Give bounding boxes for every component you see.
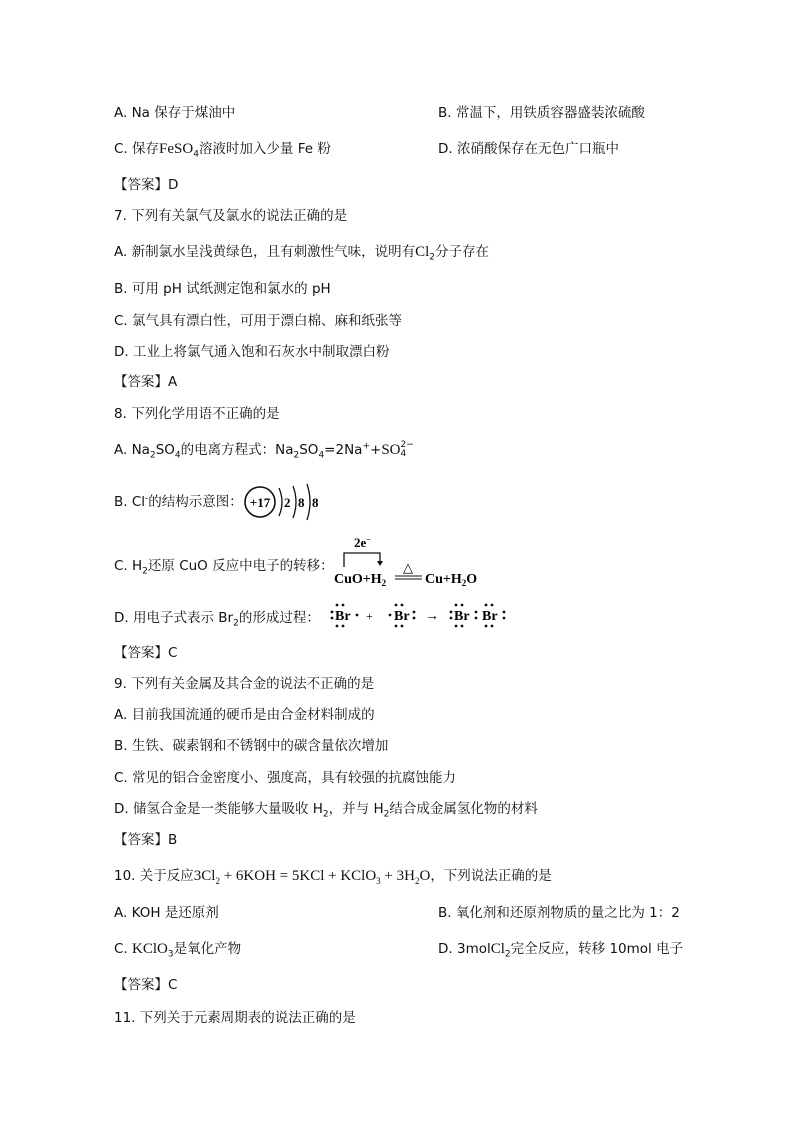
q10-stem: 10. 关于反应$3Cl_2 + 6KOH = 5KCl$ + KClO$_3$ + $3H_2O$，下列说法正确的是 (114, 868, 552, 886)
br-atom-1: Br (335, 609, 351, 624)
cl-ion-structure-diagram (238, 480, 328, 526)
q7-answer: 【答案】A (114, 374, 178, 390)
transfer-bracket (344, 553, 380, 567)
shell-1-count: 2 (284, 495, 291, 510)
q10-answer: 【答案】C (114, 977, 178, 993)
q9-answer: 【答案】B (114, 832, 178, 848)
q8-option-b: B. Cl-的结构示意图： (114, 493, 243, 510)
electron-transfer-diagram (332, 533, 492, 591)
q8-stem: 8. 下列化学用语不正确的是 (114, 406, 280, 422)
q10-option-a: A. KOH 是还原剂 (114, 905, 219, 921)
q8-option-d: D. 用电子式表示 $Br_2$的形成过程： (114, 610, 320, 629)
br2-formation-diagram (326, 600, 516, 632)
plus-sign: + (366, 609, 373, 623)
q6-option-b: B. 常温下，用铁质容器盛装浓硫酸 (438, 105, 645, 121)
q7-option-a: A. 新制氯水呈浅黄绿色，且有刺激性气味，说明有$Cl_2$分子存在 (114, 244, 490, 263)
q9-option-c: C. 常见的铝合金密度小、强度高，具有较强的抗腐蚀能力 (114, 770, 457, 786)
q10-option-b: B. 氧化剂和还原剂物质的量之比为 1：2 (438, 905, 680, 921)
q7-option-b: B. 可用 pH 试纸测定饱和氯水的 pH (114, 281, 331, 297)
heat-symbol: △ (403, 560, 413, 575)
q9-option-b: B. 生铁、碳素钢和不锈钢中的碳含量依次增加 (114, 738, 389, 754)
q11-stem: 11. 下列关于元素周期表的说法正确的是 (114, 1010, 356, 1026)
shell-3-count: 8 (312, 495, 319, 510)
br-atom-3: Br (454, 609, 470, 624)
q9-option-d: D. 储氢合金是一类能够大量吸收 $H_2$，并与 $H_2$结合成金属氢化物的材料 (114, 801, 538, 820)
q9-option-a: A. 目前我国流通的硬币是由合金材料制成的 (114, 707, 375, 723)
q6-answer: 【答案】D (114, 177, 179, 193)
electron-count-label: 2e− (354, 535, 371, 550)
q6-option-a: A. Na 保存于煤油中 (114, 105, 236, 121)
q6-option-d: D. 浓硝酸保存在无色广口瓶中 (438, 141, 619, 157)
products: $Cu+H_2O$ (425, 572, 478, 588)
br-atom-2: Br (394, 609, 410, 624)
nucleus-charge: +17 (249, 495, 271, 510)
br-atom-4: Br (482, 609, 498, 624)
q10-option-d: D. 3molCl$_2$完全反应，转移 10mol 电子 (438, 941, 684, 960)
q8-option-a: A. $Na_2SO_4$的电离方程式：$Na_2SO_4=2Na^++SO$ 2− 4 (114, 440, 414, 461)
q8-answer: 【答案】C (114, 645, 178, 661)
q7-stem: 7. 下列有关氯气及氯水的说法正确的是 (114, 208, 348, 224)
q10-equation: $3Cl_2 + 6KOH = 5KCl$ + KClO$_3$ + $3H_2O$ (193, 868, 431, 886)
q8-option-c: C. $H_2$还原 CuO 反应中电子的转移： (114, 558, 334, 577)
reaction-arrow: → (425, 609, 439, 624)
q9-stem: 9. 下列有关金属及其合金的说法不正确的是 (114, 676, 375, 692)
shell-2-count: 8 (298, 495, 305, 510)
q6-option-c: C. 保存FeSO$_4$溶液时加入少量 Fe 粉 (114, 141, 331, 160)
reactants: $CuO+H_2$ (334, 572, 387, 588)
q7-option-d: D. 工业上将氯气通入饱和石灰水中制取漂白粉 (114, 344, 390, 360)
q10-option-c: C. KClO$_3$是氧化产物 (114, 941, 242, 960)
q7-option-c: C. 氯气具有漂白性，可用于漂白棉、麻和纸张等 (114, 313, 403, 329)
